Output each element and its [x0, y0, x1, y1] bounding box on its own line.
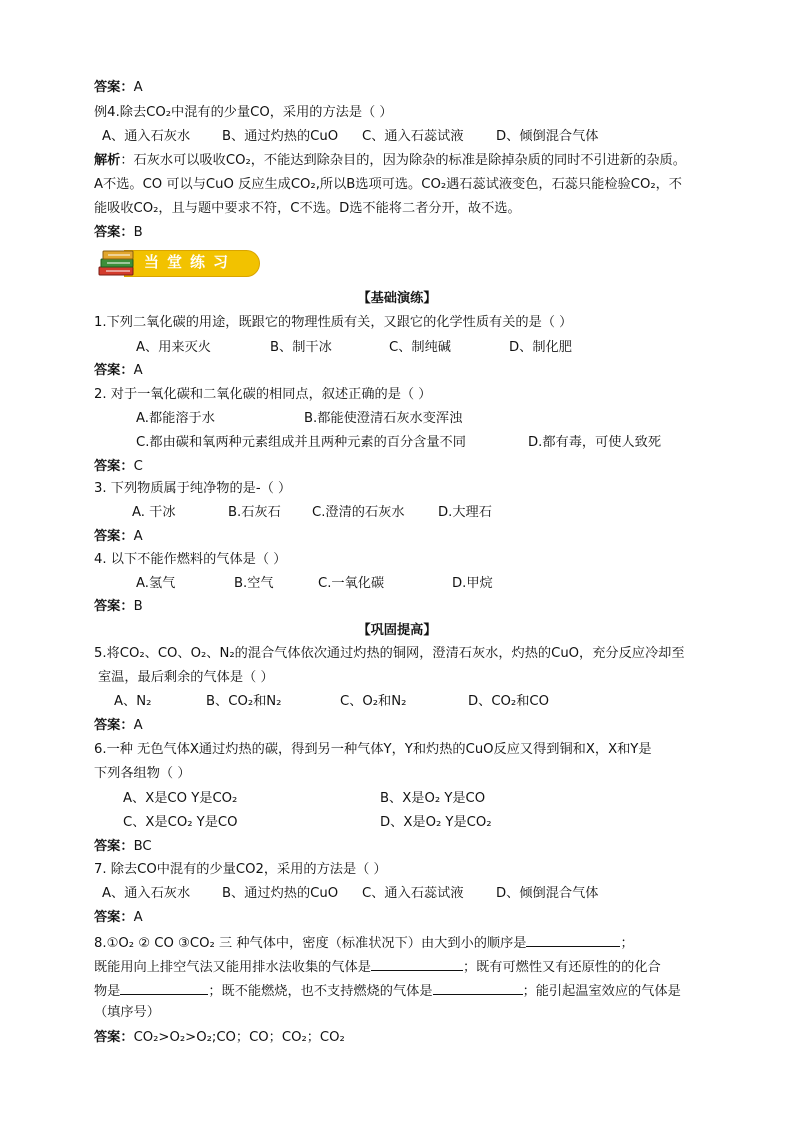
answer-line: 答案：A — [94, 363, 143, 378]
q5-line-2: 室温，最后剩余的气体是（ ） — [98, 670, 274, 685]
answer-blank-1[interactable] — [526, 934, 620, 947]
q4-option-b: B.空气 — [234, 576, 274, 591]
answer-blank-4[interactable] — [433, 982, 523, 995]
answer-line: 答案：A — [94, 718, 143, 733]
q4-option-c: C.一氧化碳 — [318, 576, 385, 591]
q6-option-d: D、X是O₂ Y是CO₂ — [380, 815, 492, 830]
q3-text: 3. 下列物质属于纯净物的是-（ ） — [94, 481, 292, 496]
q2-option-d: D.都有毒，可使人致死 — [528, 435, 662, 450]
example4-question: 例4.除去CO₂中混有的少量CO，采用的方法是（ ） — [94, 105, 393, 120]
answer-line: 答案：CO₂>O₂>O₂;CO；CO；CO₂；CO₂ — [94, 1030, 345, 1045]
q7-option-d: D、倾倒混合气体 — [496, 886, 599, 901]
section-title-consolidate: 【巩固提高】 — [357, 623, 437, 638]
answer-line: 答案：A — [94, 910, 143, 925]
example4-option-a: A、通入石灰水 — [102, 129, 191, 144]
q3-option-a: A. 干冰 — [132, 505, 176, 520]
q5-option-b: B、CO₂和N₂ — [206, 694, 282, 709]
q7-option-c: C、通入石蕊试液 — [362, 886, 464, 901]
q3-option-d: D.大理石 — [438, 505, 492, 520]
q2-option-b: B.都能使澄清石灰水变浑浊 — [304, 411, 463, 426]
q6-option-a: A、X是CO Y是CO₂ — [123, 791, 238, 806]
answer-line: 答案：A — [94, 529, 143, 544]
section-title-basic: 【基础演练】 — [357, 291, 437, 306]
example4-option-d: D、倾倒混合气体 — [496, 129, 599, 144]
answer-line: 答案：B — [94, 599, 143, 614]
q1-option-b: B、制干冰 — [270, 340, 332, 355]
analysis-line-1: 解析：石灰水可以吸收CO₂，不能达到除杂目的，因为除杂的标准是除掉杂质的同时不引进新的杂质。 — [94, 153, 686, 168]
analysis-line-3: 能吸收CO₂，且与题中要求不符，C不选。D选不能将二者分开，故不选。 — [94, 201, 521, 216]
q4-option-d: D.甲烷 — [452, 576, 493, 591]
q5-option-c: C、O₂和N₂ — [340, 694, 407, 709]
q6-option-c: C、X是CO₂ Y是CO — [123, 815, 238, 830]
answer-blank-3[interactable] — [120, 982, 208, 995]
q8-line-2: 既能用向上排空气法又能用排水法收集的气体是 ；既有可燃性又有还原性的的化合 — [94, 960, 661, 975]
q3-option-b: B.石灰石 — [228, 505, 281, 520]
q1-text: 1.下列二氧化碳的用途，既跟它的物理性质有关，又跟它的化学性质有关的是（ ） — [94, 315, 573, 330]
q2-option-a: A.都能溶于水 — [136, 411, 215, 426]
q5-line-1: 5.将CO₂、CO、O₂、N₂的混合气体依次通过灼热的铜网，澄清石灰水，灼热的CuO，充分反应冷却至 — [94, 646, 685, 661]
q1-option-c: C、制纯碱 — [389, 340, 451, 355]
answer-blank-2[interactable] — [371, 958, 463, 971]
q6-line-2: 下列各组物（ ） — [94, 766, 191, 781]
example4-option-b: B、通过灼热的CuO — [222, 129, 339, 144]
q1-option-a: A、用来灭火 — [136, 340, 211, 355]
answer-line: 答案：B — [94, 225, 143, 240]
q5-option-d: D、CO₂和CO — [468, 694, 549, 709]
answer-line: 答案：C — [94, 459, 143, 474]
q6-line-1: 6.一种 无色气体X通过灼热的碳，得到另一种气体Y，Y和灼热的CuO反应又得到铜和X，X和Y是 — [94, 742, 652, 757]
example4-option-c: C、通入石蕊试液 — [362, 129, 464, 144]
answer-line: 答案：A — [94, 80, 143, 95]
q4-option-a: A.氢气 — [136, 576, 176, 591]
analysis-line-2: A不选。CO 可以与CuO 反应生成CO₂,所以B选项可选。CO₂遇石蕊试液变色，石蕊只能检验CO₂，不 — [94, 177, 682, 192]
q7-option-b: B、通过灼热的CuO — [222, 886, 339, 901]
books-icon — [96, 246, 146, 278]
q2-text: 2. 对于一氧化碳和二氧化碳的相同点，叙述正确的是（ ） — [94, 387, 432, 402]
q8-line-3: 物是 ；既不能燃烧，也不支持燃烧的气体是 ；能引起温室效应的气体是 — [94, 984, 681, 999]
q3-option-c: C.澄清的石灰水 — [312, 505, 405, 520]
q7-text: 7. 除去CO中混有的少量CO2，采用的方法是（ ） — [94, 862, 387, 877]
q7-option-a: A、通入石灰水 — [102, 886, 191, 901]
q2-option-c: C.都由碳和氧两种元素组成并且两种元素的百分含量不同 — [136, 435, 466, 450]
q6-option-b: B、X是O₂ Y是CO — [380, 791, 486, 806]
q5-option-a: A、N₂ — [114, 694, 152, 709]
answer-line: 答案：BC — [94, 839, 152, 854]
q8-line-4: （填序号） — [94, 1005, 160, 1020]
practice-banner — [96, 246, 260, 278]
q8-line-1: 8.①O₂ ② CO ③CO₂ 三 种气体中，密度（标准状况下）由大到小的顺序是 ； — [94, 936, 634, 951]
banner-title: 当堂练习 — [144, 253, 237, 271]
q4-text: 4. 以下不能作燃料的气体是（ ） — [94, 552, 287, 567]
q1-option-d: D、制化肥 — [509, 340, 572, 355]
